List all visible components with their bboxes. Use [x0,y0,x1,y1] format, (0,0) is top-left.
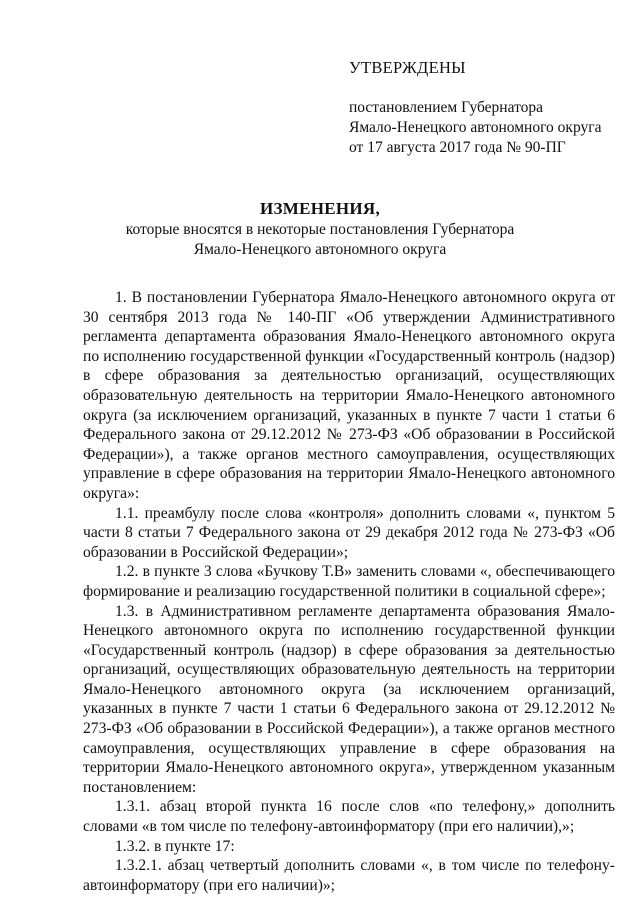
paragraph-1-3-1: 1.3.1. абзац второй пункта 16 после слов «по телефону,» дополнить словами «в том числе по телефону-автоинформатору (при его наличии),»; [83,798,615,836]
approval-block [349,58,601,158]
document-subtitle-line-2: Ямало-Ненецкого автономного округа [193,241,447,258]
approval-line-3: от 17 августа 2017 года № 90-ПГ [349,139,566,156]
paragraph-1: 1. В постановлении Губернатора Ямало-Ненецкого автономного округа от 30 сентября 2013 года № 140-ПГ «Об утверждении Административного регламента департамента образования Ямало-Ненецкого автономного округа по исполнению государственной функции «Государственный контроль (надзор) в сфере образования за деятельностью организаций, осуществляющих образовательную деятельность на территории Ямало-Ненецкого автономного округа (за исключением организаций, указанных в пункте 7 части 1 статьи 6 Федерального закона от 29.12.2012 № 273-ФЗ «Об образовании в Российской Федерации»), а также органов местного самоуправления, осуществляющих управление в сфере образования на территории Ямало-Ненецкого автономного округа»: [83,289,615,502]
paragraph-1-2: 1.2. в пункте 3 слова «Бучкову Т.В» заменить словами «, обеспечивающего формирование и реализацию государственной политики в социальной сфере»; [83,563,615,600]
document-body [83,288,615,895]
paragraph-1-3-2: 1.3.2. в пункте 17: [115,837,235,855]
approval-line-1: постановлением Губернатора [349,99,544,116]
paragraph-1-1: 1.1. преамбулу после слова «контроля» дополнить словами «, пунктом 5 части 8 статьи 7 Федерального закона от 29 декабря 2012 года № 273-ФЗ «Об образовании в Российской Федерации»; [83,504,615,561]
paragraph-1-3-2-1: 1.3.2.1. абзац четвертый дополнить словами «, в том числе по телефону-автоинформатору (при его наличии)»; [83,857,615,894]
paragraph-1-3: 1.3. в Административном регламенте департамента образования Ямало-Ненецкого автономного округа по исполнению государственной функции «Государственный контроль (надзор) в сфере образования за деятельностью организаций, осуществляющих образовательную деятельность на территории Ямало-Ненецкого автономного округа (за исключением организаций, указанных в пункте 7 части 1 статьи 6 Федерального закона от 29.12.2012 № 273-ФЗ «Об образовании в Российской Федерации»), а также органов местного самоуправления, осуществляющих управление в сфере образования на территории Ямало-Ненецкого автономного округа», утвержденном указанным постановлением: [83,602,615,796]
document-title: ИЗМЕНЕНИЯ, [259,199,381,218]
document-title-block [0,198,640,260]
document-subtitle-line-1: которые вносятся в некоторые постановления Губернатора [125,221,515,238]
approval-heading: УТВЕРЖДЕНЫ [349,58,466,77]
approval-line-2: Ямало-Ненецкого автономного округа [349,119,602,136]
